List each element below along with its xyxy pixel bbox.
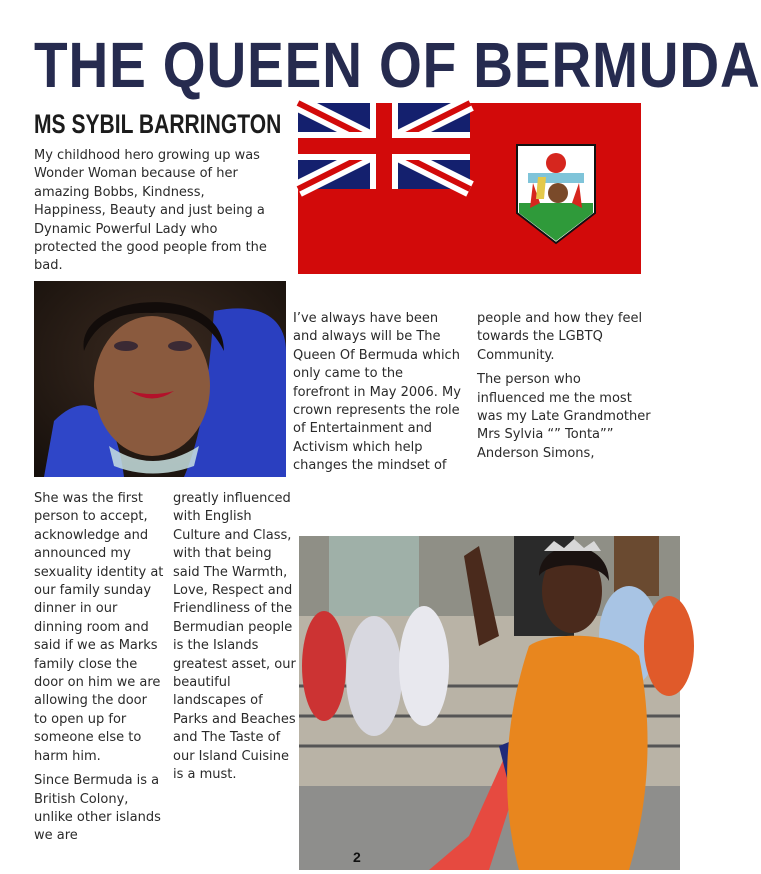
union-jack [298, 103, 470, 189]
parade-photo [299, 536, 680, 870]
paragraph: people and how they feel towards the LGBTQ Community. [477, 311, 643, 363]
text-column-bottom-left [34, 490, 164, 852]
text-column-bottom-center [173, 490, 298, 791]
text-column-right [477, 310, 652, 469]
paragraph: I’ve always have been and always will be The Queen Of Bermuda which only came to the forefront in May 2006. My crown represents the role of Entertainment and Activism which help changes the mindset of [293, 311, 461, 474]
page-title: THE QUEEN OF BERMUDA [34, 29, 761, 101]
paragraph: Since Bermuda is a British Colony, unlike other islands we are [34, 773, 161, 844]
paragraph: greatly influenced with English Culture and Class, with that being said The Warmth, Love, Respect and Friendliness of the Bermudian people is the Islands greatest asset, our beautiful landscapes of Parks and Beaches and The Taste of our Island Cuisine is a must. [173, 491, 296, 783]
intro-paragraph: My childhood hero growing up was Wonder Woman because of her amazing Bobbs, Kindness, Happiness, Beauty and just being a Dynamic Powerful Lady who protected the good people from the bad. [34, 148, 267, 274]
bermuda-flag-image [298, 103, 641, 274]
page-subtitle: MS SYBIL BARRINGTON [34, 109, 282, 139]
paragraph: She was the first person to accept, acknowledge and announced my sexuality identity at our family sunday dinner in our dinning room and said if we as Marks family close the door on him we are allowing the door to open up for someone else to harm him. [34, 491, 164, 764]
text-column-middle [293, 310, 463, 482]
portrait-photo [34, 281, 286, 477]
paragraph: The person who influenced me the most was my Late Grandmother Mrs Sylvia “” Tonta”” Anderson Simons, [477, 372, 651, 461]
page-number: 2 [353, 849, 361, 865]
